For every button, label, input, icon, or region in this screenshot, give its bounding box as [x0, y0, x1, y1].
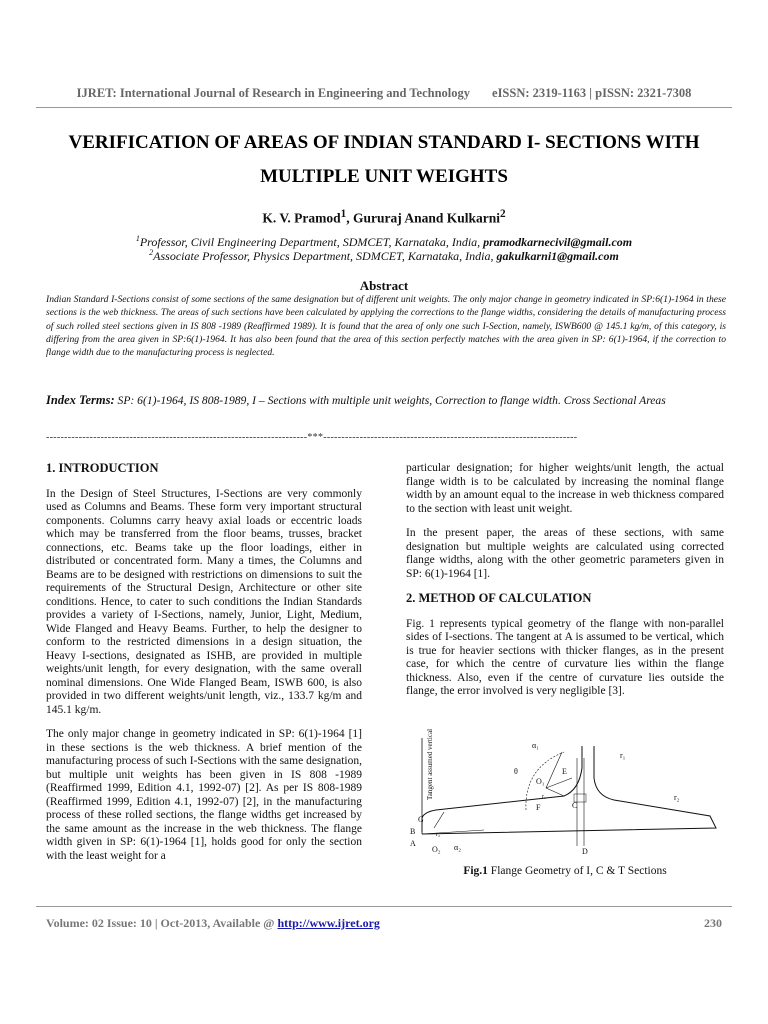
header-rule [36, 107, 732, 108]
section-separator: ------------------------------------------------------------------------***---------------------------------------------------------------------- [46, 432, 578, 443]
authors [0, 208, 768, 227]
left-column [46, 462, 362, 874]
flange-geometry-figure [410, 728, 724, 856]
radius-line-r2 [434, 812, 444, 828]
flange-outline-left [422, 746, 582, 832]
figure-caption [406, 865, 724, 877]
label-e: E [562, 767, 567, 776]
journal-url-link[interactable]: http://www.ijret.org [277, 916, 380, 930]
label-o2: O₂ [432, 845, 441, 854]
label-g: G [418, 815, 424, 824]
label-r1b: r₁ [620, 751, 626, 760]
footer [46, 916, 722, 931]
label-f: F [536, 803, 541, 812]
section-heading-introduction: 1. INTRODUCTION [46, 461, 159, 475]
label-alpha1: α₁ [532, 741, 539, 750]
paper-title [30, 126, 738, 194]
paragraph: particular designation; for higher weights/unit length, the actual flange width is to be calculated by increasing the nominal flange width by an amount equal to the increase in web thickness compared to the section with least unit weight. [406, 462, 724, 515]
flange-outline-right [422, 746, 716, 834]
caption-label: Fig.1 [463, 865, 488, 877]
paragraph: Fig. 1 represents typical geometry of the flange with non-parallel sides of I-sections. The tangent at A is assumed to be vertical, which is true for heavier sections with thicker flanges, as in the present case, for which the centre of curvature lies within the flange thickness. Also, even if the centre of curvature lies outside the flange, the error involved is very negligible [3]. [406, 617, 724, 697]
email-link[interactable]: gakulkarni1@gmail.com [496, 249, 619, 263]
title-line-1: VERIFICATION OF AREAS OF INDIAN STANDARD I- SECTIONS WITH [68, 132, 700, 153]
abstract-heading: Abstract [359, 278, 409, 293]
author-2: Gururaj Anand Kulkarni [352, 210, 501, 226]
tangent-label: Tangent assumed vertical [426, 728, 434, 800]
email-link[interactable]: pramodkarnecivil@gmail.com [483, 235, 633, 249]
label-r2: r₂ [674, 793, 680, 802]
index-terms [46, 390, 726, 411]
section-heading-method: 2. METHOD OF CALCULATION [406, 591, 592, 605]
label-a: A [410, 839, 416, 848]
label-theta: θ [514, 767, 518, 776]
label-r2b: r₂ [436, 832, 441, 838]
title-line-2: MULTIPLE UNIT WEIGHTS [260, 166, 508, 187]
index-terms-label: Index Terms: [46, 393, 115, 407]
label-alpha2: α₂ [454, 843, 461, 852]
label-d: D [582, 847, 588, 856]
index-terms-text: SP: 6(1)-1964, IS 808-1989, I – Sections with multiple unit weights, Correction to flange width. Cross Sectional Areas [114, 394, 666, 407]
label-c: C [572, 801, 578, 810]
author-2-sup: 2 [500, 208, 506, 220]
issn: eISSN: 2319-1163 | pISSN: 2321-7308 [492, 86, 692, 100]
abstract-text: Indian Standard I-Sections consist of some sections of the same designation but of different unit weights. The only major change in geometry indicated in SP:6(1)-1964 in these sections is the web thickness. The areas of such sections have been calculated by applying the corrections to the flange widths, considering the details of manufacturing process of such rolled steel sections given in IS 808 -1989 (Reaffirmed 1989). It is found that the area of only one such I-Section, namely, ISWB600 @ 145.1 kg/m, of this category, is differing from the area given in SP:6(1)-1964. It has also been found that the area of this section perfectly matches with the area given in SP: 6(1)-1964, if the correction to flange width due to the manufacturing process is neglected. [46, 294, 726, 359]
right-column [406, 462, 724, 710]
paragraph: The only major change in geometry indicated in SP: 6(1)-1964 [1] in these sections is the web thickness. A brief mention of the manufacturing process of such I-Sections with the same designation, but multiple unit weights has been given in IS 808 -1989 (Reaffirmed 1999, Edition 4.1, 1992-07) [2]. As per IS 808-1989 (Reaffirmed 1999, Edition 4.1, 1992-07) [2], in the manufacturing process of these rolled sections, the flange widths get increased by the same amount as the increase in the web thickness. The flange width given in SP: 6(1)-1964 [1], holds good for only the section with the least weight for a [46, 728, 362, 862]
author-separator: , [346, 210, 353, 226]
label-o1: O₁ [536, 777, 545, 786]
affiliation-2: $^2$Associate Professor, Physics Department, SDMCET, Karnataka, India, gakulkarni1@gmail.com [149, 248, 619, 263]
paragraph: In the Design of Steel Structures, I-Sections are very commonly used as Columns and Beams. These form very important structural components. Columns carry heavy axial loads or eccentric loads which may be transferred from the floor beams, trusses, bracket connections, etc. Beams take up the floor loadings, either in distributed or concentrated form. Many a times, the Columns and Beams are to be designed with restrictions on dimensions to suit the requirements of the Structural Design, Architecture or other site conditions. Hence, to cater to such conditions the Indian Standards provides a variety of I-Sections, namely, Junior, Light, Medium, Wide Flanged and Heavy Beams. Further, to help the designer to conform to the restricted dimensions in a design situation, the Heavy I-sections, designated as ISHB, are provided in multiple weights/unit length, for every designation, with the same overall nominal dimensions. One Wide Flanged Beam, ISWB 600, is also provided in two different weights/unit length, viz., 133.7 kg/m and 145.1 kg/m. [46, 487, 362, 716]
page-number: 230 [704, 916, 722, 930]
label-r1a: r₁ [542, 794, 547, 800]
radius-line-3 [546, 788, 564, 796]
label-b: B [410, 827, 416, 836]
running-header [0, 86, 768, 101]
journal-name: IJRET: International Journal of Research in Engineering and Technology [76, 86, 471, 100]
footer-rule [36, 906, 732, 907]
caption-text: Flange Geometry of I, C & T Sections [487, 865, 667, 877]
footer-volume: Volume: 02 Issue: 10 | Oct-2013, Available @ [46, 916, 278, 930]
author-1-sup: 1 [340, 208, 347, 220]
author-1: K. V. Pramod [262, 210, 341, 226]
paragraph: In the present paper, the areas of these sections, with same designation but multiple weights are calculated using corrected flange widths, along with the other geometric parameters given in SP: 6(1)-1964 [1]. [406, 527, 724, 580]
affiliation-1: $^1$Professor, Civil Engineering Department, SDMCET, Karnataka, India, pramodkarnecivil@gmail.com [135, 234, 633, 249]
